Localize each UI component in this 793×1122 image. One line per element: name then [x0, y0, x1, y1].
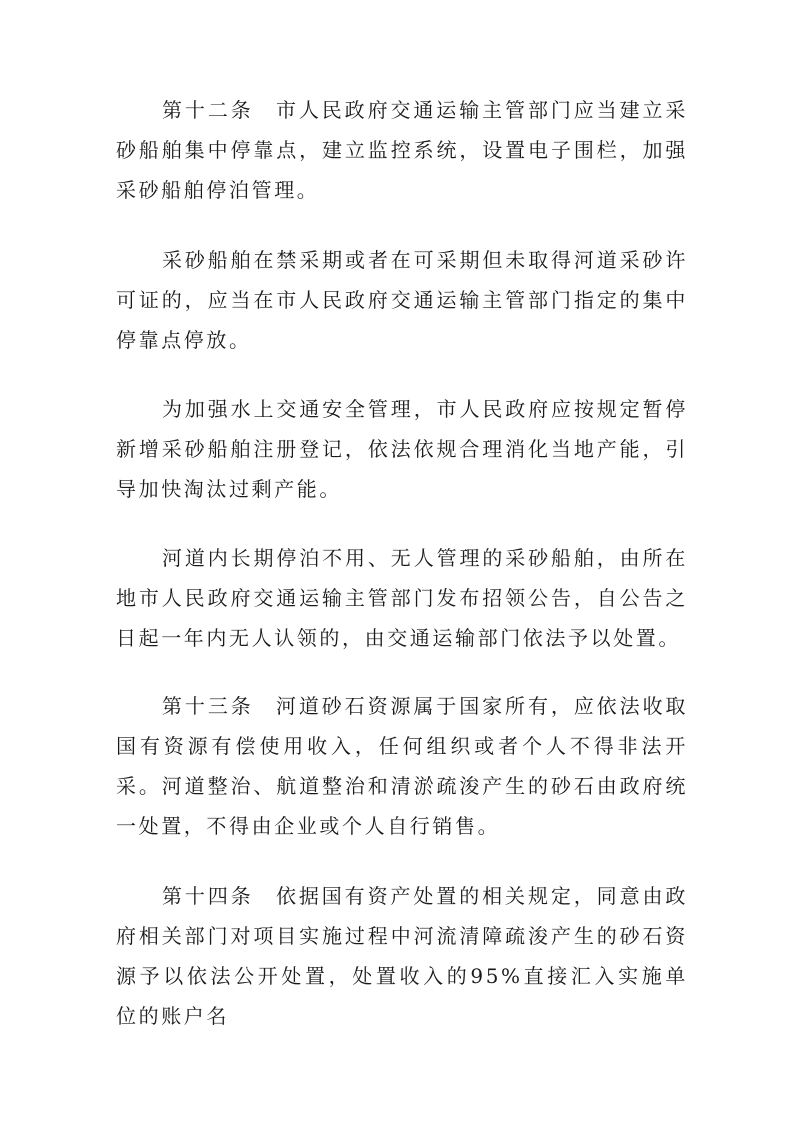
- paragraph-anchorage-rule: [116, 240, 688, 360]
- paragraph-article-12: [116, 90, 688, 210]
- paragraph-abandoned-vessels: [116, 538, 688, 658]
- paragraph-text: 依据国有资产处置的相关规定，同意由政府相关部门对项目实施过程中河流清障疏浚产生的砂石资源予以依法公开处置，处置收入的95%直接汇入实施单位的账户名: [116, 884, 688, 1028]
- paragraph-article-14: [116, 876, 688, 1036]
- paragraph-text: 市人民政府交通运输主管部门应当建立采砂船舶集中停靠点，建立监控系统，设置电子围栏，加强采砂船舶停泊管理。: [116, 98, 688, 202]
- paragraph-text: 河道内长期停泊不用、无人管理的采砂船舶，由所在地市人民政府交通运输主管部门发布招领公告，自公告之日起一年内无人认领的，由交通运输部门依法予以处置。: [116, 546, 688, 650]
- article-number: 第十二条: [162, 98, 254, 122]
- paragraph-text: 采砂船舶在禁采期或者在可采期但未取得河道采砂许可证的，应当在市人民政府交通运输主管部门指定的集中停靠点停放。: [116, 248, 688, 352]
- article-number: 第十三条: [162, 694, 254, 718]
- paragraph-safety-management: [116, 389, 688, 509]
- paragraph-text: 为加强水上交通安全管理，市人民政府应按规定暂停新增采砂船舶注册登记，依法依规合理消化当地产能，引导加快淘汰过剩产能。: [116, 397, 688, 501]
- paragraph-text: 河道砂石资源属于国家所有，应依法收取国有资源有偿使用收入，任何组织或者个人不得非法开采。河道整治、航道整治和清淤疏浚产生的砂石由政府统一处置，不得由企业或个人自行销售。: [116, 694, 688, 838]
- paragraph-article-13: [116, 686, 688, 846]
- article-number: 第十四条: [162, 884, 254, 908]
